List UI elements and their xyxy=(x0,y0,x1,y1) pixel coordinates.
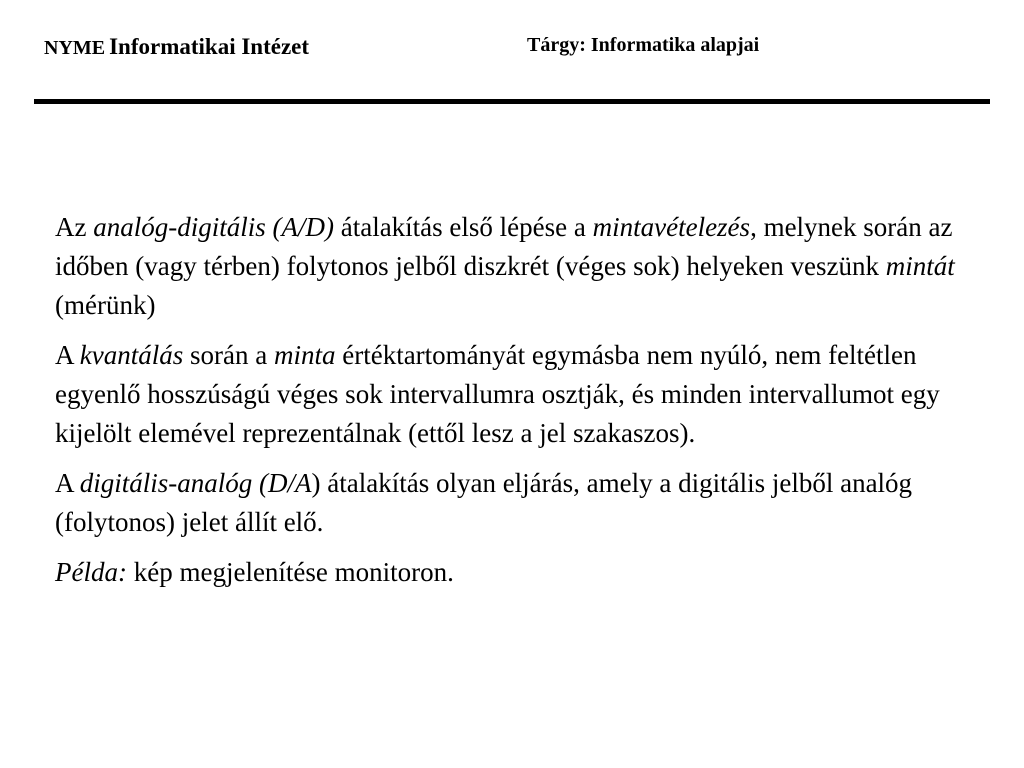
institution-name: Informatikai Intézet xyxy=(109,34,310,59)
slide-body xyxy=(55,208,985,603)
term-sampling: mintavételezés xyxy=(592,212,751,242)
text-run: átalakítás első lépése a xyxy=(333,212,593,242)
term-ad-conversion: analóg-digitális (A/D) xyxy=(93,212,334,242)
text-run: ) átalakítás olyan eljárás, amely a digitális jelből analóg (folytonos) jelet állít elő. xyxy=(55,468,913,537)
text-run: , melynek során az időben (vagy térben) folytonos jelből diszkrét (véges sok) helyeken veszünk xyxy=(55,212,953,281)
text-run: értéktartományát egymásba nem nyúló, nem feltétlen egyenlő hosszúságú véges sok intervallumra osztják, és minden intervallumot egy kijelölt elemével reprezentálnak (ettől lesz a jel szakaszos). xyxy=(55,340,940,448)
text-run: során a xyxy=(183,340,274,370)
text-run: Az xyxy=(55,212,94,242)
text-run: A xyxy=(55,468,80,498)
subject-title: Tárgy: Informatika alapjai xyxy=(527,34,760,56)
institution-prefix: NYME xyxy=(44,37,106,59)
paragraph-ad-conversion xyxy=(55,208,985,325)
term-minta: minta xyxy=(273,340,336,370)
text-run: kép megjelenítése monitoron. xyxy=(126,557,454,587)
term-quantization: kvantálás xyxy=(79,340,184,370)
paragraph-quantization xyxy=(55,336,985,453)
text-run: (mérünk) xyxy=(55,290,156,320)
paragraph-da-conversion xyxy=(55,464,985,542)
text-run: A xyxy=(55,340,80,370)
paragraph-example xyxy=(55,553,985,592)
term-sample: mintát xyxy=(885,251,955,281)
term-da-conversion: digitális-analóg (D/A xyxy=(79,468,312,498)
term-example: Példa: xyxy=(55,557,127,587)
header-divider xyxy=(34,99,990,104)
institution-header xyxy=(44,34,309,60)
